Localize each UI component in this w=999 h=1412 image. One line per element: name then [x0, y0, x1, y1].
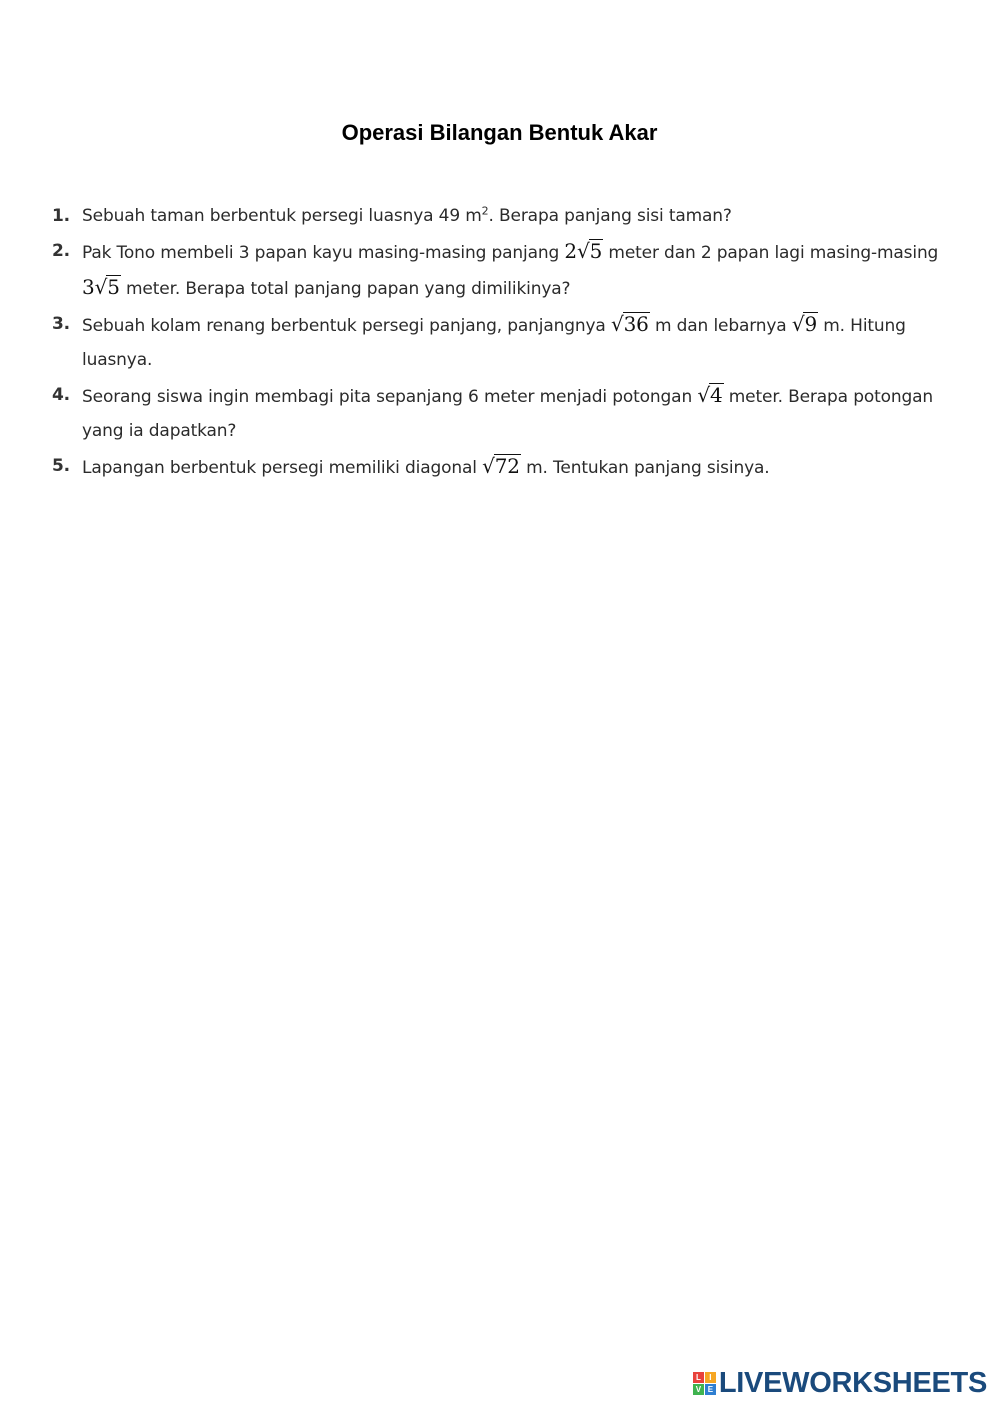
sqrt-icon: √ — [576, 238, 590, 263]
question-number: 1. — [52, 206, 70, 226]
logo-letter: L — [693, 1372, 704, 1383]
question-text: . Berapa panjang sisi taman? — [488, 206, 732, 226]
question-number: 2. — [52, 240, 70, 261]
logo-letter: I — [705, 1372, 716, 1383]
math-expression — [82, 275, 121, 299]
question-text: meter. Berapa potongan yang ia dapatkan? — [82, 386, 934, 441]
math-expression — [482, 454, 521, 478]
question-number: 3. — [52, 313, 70, 334]
brand-name: LIVEWORKSHEETS — [718, 1367, 987, 1399]
superscript-exponent: 2 — [481, 204, 489, 218]
math-expression — [564, 239, 603, 263]
page-title: Operasi Bilangan Bentuk Akar — [341, 120, 658, 145]
radicand: 9 — [804, 311, 818, 336]
question-text: m. Tentukan panjang sisinya. — [520, 457, 770, 478]
sqrt-icon: √ — [697, 382, 710, 407]
coefficient: 2 — [564, 238, 577, 263]
question-text: Seorang siswa ingin membagi pita sepanjang 6 meter menjadi potongan — [82, 386, 698, 407]
logo-letter: E — [705, 1384, 716, 1395]
radicand: 5 — [107, 275, 120, 299]
radicand: 4 — [709, 382, 723, 407]
question-text: Sebuah kolam renang berbentuk persegi panjang, panjangnya — [82, 315, 611, 336]
question-text: Lapangan berbentuk persegi memiliki diagonal — [82, 457, 483, 478]
radicand: 5 — [589, 238, 603, 263]
question-item-4 — [52, 378, 952, 449]
question-text: Pak Tono membeli 3 papan kayu masing-masing panjang — [82, 242, 565, 263]
sqrt-icon: √ — [610, 311, 624, 336]
sqrt-icon: √ — [791, 311, 805, 336]
math-expression — [697, 383, 723, 407]
question-text: m. Hitung luasnya. — [82, 315, 906, 370]
question-text: meter dan 2 papan lagi masing-masing — [603, 242, 939, 263]
question-text: m dan lebarnya — [649, 315, 792, 336]
math-expression — [611, 312, 650, 336]
coefficient: 3 — [82, 275, 95, 299]
question-list — [52, 199, 952, 485]
question-text: meter. Berapa total panjang papan yang dimilikinya? — [120, 279, 571, 299]
question-item-5 — [52, 449, 952, 486]
question-text: Sebuah taman berbentuk persegi luasnya 49 m — [82, 206, 482, 226]
radicand: 36 — [623, 311, 649, 336]
question-item-3 — [52, 307, 952, 378]
radicand: 72 — [494, 453, 520, 478]
sqrt-icon: √ — [482, 453, 495, 478]
sqrt-icon: √ — [94, 275, 108, 299]
question-number: 5. — [52, 455, 70, 476]
math-expression — [792, 312, 818, 336]
question-item-2 — [52, 234, 952, 307]
liveworksheets-brand — [693, 1367, 987, 1400]
liveworksheets-logo-icon — [693, 1372, 716, 1395]
question-number: 4. — [52, 384, 70, 405]
logo-letter: V — [693, 1384, 704, 1395]
question-item-1 — [52, 199, 952, 234]
